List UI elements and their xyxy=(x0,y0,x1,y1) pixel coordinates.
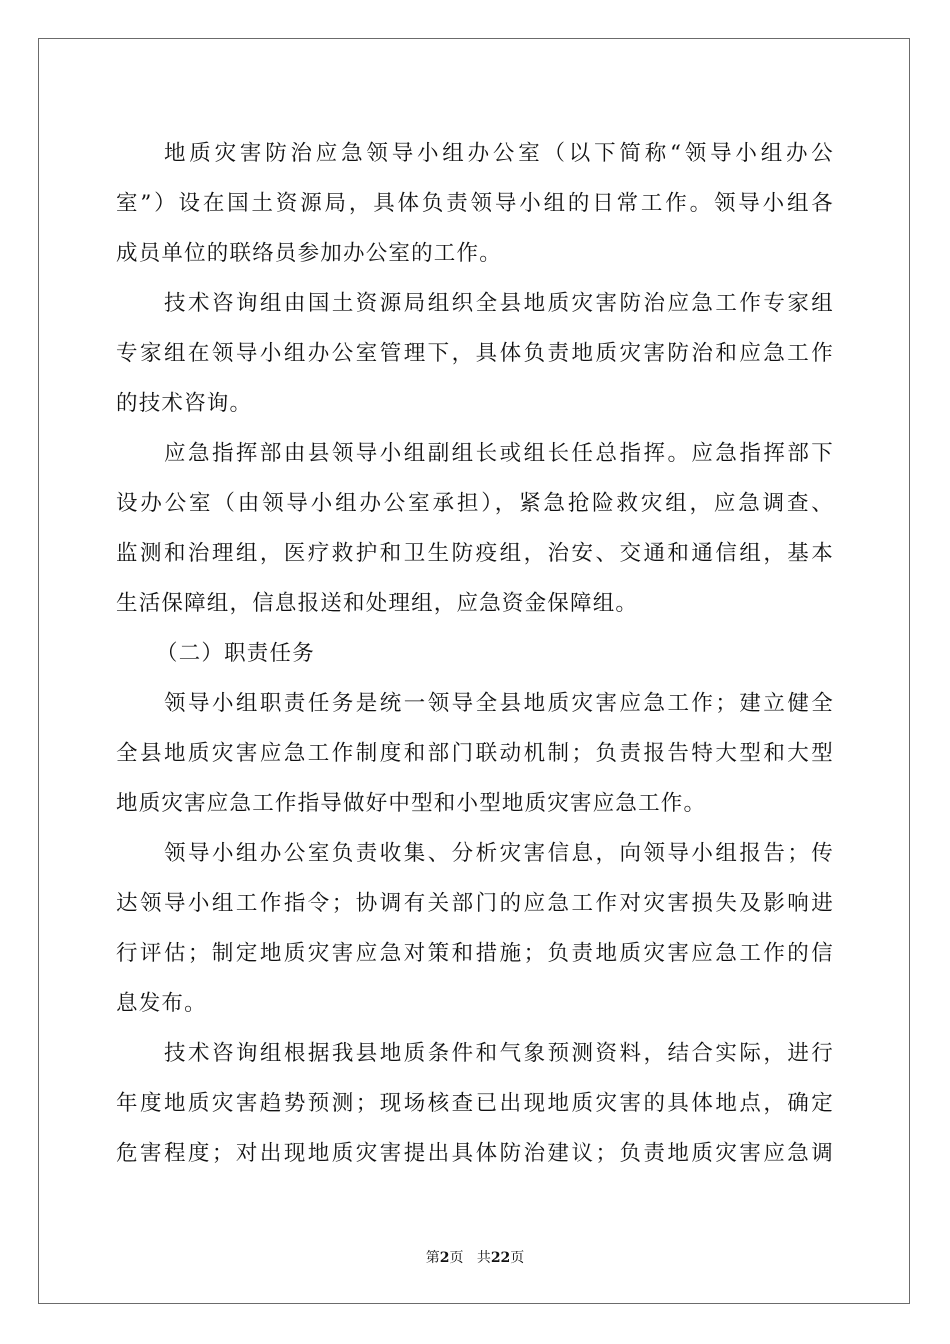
footer-page-unit: 页 xyxy=(449,1250,464,1266)
footer-total-prefix: 共 xyxy=(476,1250,491,1266)
paragraph-5-line-1: 领导小组职责任务是统一领导全县地质灾害应急工作；建立健全 xyxy=(164,691,834,716)
paragraph-6-line-4: 息发布。 xyxy=(116,991,207,1016)
paragraph-1-line-1: 地质灾害防治应急领导小组办公室（以下简称“领导小组办公 xyxy=(164,141,834,166)
paragraph-1-line-3: 成员单位的联络员参加办公室的工作。 xyxy=(116,241,502,266)
paragraph-3-line-3: 监测和治理组，医疗救护和卫生防疫组，治安、交通和通信组，基本 xyxy=(116,541,834,566)
paragraph-5-line-3: 地质灾害应急工作指导做好中型和小型地质灾害应急工作。 xyxy=(116,791,707,816)
paragraph-2-line-3: 的技术咨询。 xyxy=(116,391,253,416)
footer-page-prefix: 第 xyxy=(425,1250,440,1266)
paragraph-3-line-2: 设办公室（由领导小组办公室承担），紧急抢险救灾组，应急调查、 xyxy=(116,491,834,516)
section-heading: （二）职责任务 xyxy=(156,641,315,666)
paragraph-5-line-2: 全县地质灾害应急工作制度和部门联动机制；负责报告特大型和大型 xyxy=(116,741,834,766)
footer-page-current: 2 xyxy=(439,1250,450,1266)
paragraph-1-line-2: 室”）设在国土资源局，具体负责领导小组的日常工作。领导小组各 xyxy=(116,191,834,216)
paragraph-7-line-3: 危害程度；对出现地质灾害提出具体防治建议；负责地质灾害应急调 xyxy=(116,1141,834,1166)
paragraph-7-line-2: 年度地质灾害趋势预测；现场核查已出现地质灾害的具体地点，确定 xyxy=(116,1091,834,1116)
paragraph-6-line-2: 达领导小组工作指令；协调有关部门的应急工作对灾害损失及影响进 xyxy=(116,891,834,916)
footer-total-unit: 页 xyxy=(510,1250,525,1266)
paragraph-2-line-1: 技术咨询组由国土资源局组织全县地质灾害防治应急工作专家组 xyxy=(164,291,834,316)
paragraph-7-line-1: 技术咨询组根据我县地质条件和气象预测资料，结合实际，进行 xyxy=(164,1041,834,1066)
paragraph-2-line-2: 专家组在领导小组办公室管理下，具体负责地质灾害防治和应急工作 xyxy=(116,341,834,366)
paragraph-6-line-3: 行评估；制定地质灾害应急对策和措施；负责地质灾害应急工作的信 xyxy=(116,941,834,966)
paragraph-6-line-1: 领导小组办公室负责收集、分析灾害信息，向领导小组报告；传 xyxy=(164,841,834,866)
paragraph-3-line-4: 生活保障组，信息报送和处理组，应急资金保障组。 xyxy=(116,591,639,616)
page-footer xyxy=(0,1247,950,1267)
paragraph-3-line-1: 应急指挥部由县领导小组副组长或组长任总指挥。应急指挥部下 xyxy=(164,441,834,466)
footer-page-total: 22 xyxy=(490,1250,511,1266)
